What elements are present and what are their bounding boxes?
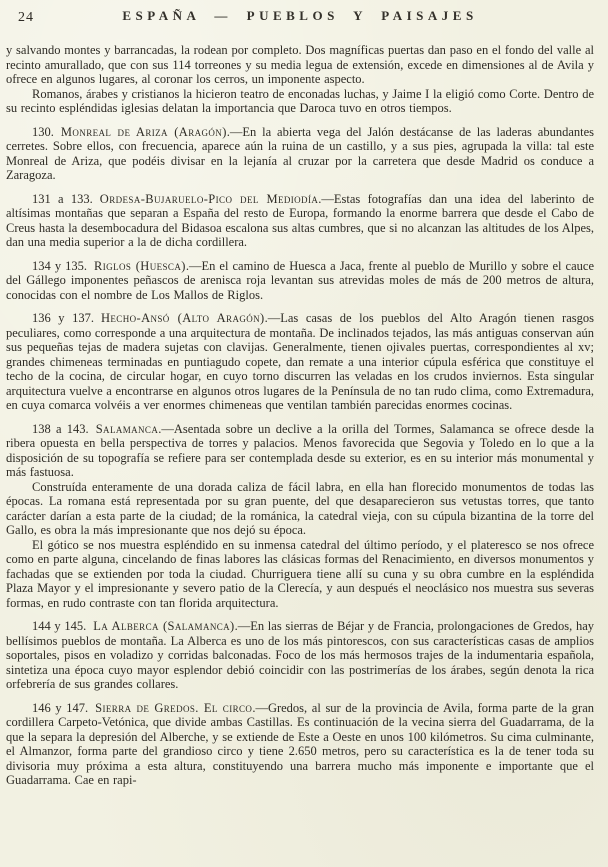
text-column [6, 43, 594, 788]
entry-text: Gredos, al sur de la provincia de Avila, forma parte de la gran cordillera Carpeto-Vetónica, que divide ambas Castillas. Es continuación de la vecina sierra del Guadarrama, de la que la separa la depresión del Alberche, y se extiende de Este a Oeste en unos 100 kilómetros. Su cima culminante, el Almanzor, forma parte del grandioso circo y tiene 2.650 metros, pero su característica es la de tener toda su divisoria muy próxima a esta altura, constituyendo una barrera mucho más imponente e importante que el Guadarrama. Cae en rapi- [6, 700, 594, 787]
entry-separator: .— [158, 421, 174, 436]
entry-title: Salamanca [95, 421, 159, 436]
entry-text: Asentada sobre un declive a la orilla del Tormes, Salamanca se ofrece desde la ribera opuesta en bella perspectiva de torres y palacios. Menos favorecida que Segovia y Toledo en lo que a la disposición de su topografía se refiere para ser contemplada desde su exterior, es en su interior más monumental y más fastuosa. [6, 421, 594, 479]
entry-separator: .— [234, 619, 251, 633]
catalog-entry-136-137 [6, 311, 594, 413]
entry-text: Estas fotografías dan una idea del laberinto de altísimas montañas que separan a España del resto de Europa, formando la enorme barrera que desde el Cabo de Creus hasta la desembocadura del Bidasoa escalona sus altas cumbres, que si no alcanzan las altitudes de los Alpes, dan una media superior a la de dicha cordillera. [6, 191, 594, 249]
page-number: 24 [18, 10, 34, 25]
paragraph [6, 87, 594, 116]
page-title: ESPAÑA — PUEBLOS Y PAISAJES [122, 8, 478, 23]
entry-title: Monreal de Ariza (Aragón) [60, 124, 227, 139]
entry-separator: .— [252, 700, 268, 715]
entry-separator: .— [264, 311, 281, 325]
catalog-entry-131-133 [6, 192, 594, 250]
entry-number: 130. [32, 124, 54, 139]
entry-title: Hecho-Ansó (Alto Aragón) [100, 311, 265, 325]
catalog-entry-138-143 [6, 422, 594, 480]
entry-separator: .— [185, 258, 202, 273]
paragraph-text: Construída enteramente de una dorada caliza de fácil labra, en ella han florecido monumentos de todas las épocas. La romana está representada por su gran puente, del que desaparecieron sus vetustas torres, que tanto carácter darían a esta parte de la ciudad; de la románica, la catedral vieja, con su cúpula bizantina de la torre del Gallo, es obra la más impresionante que nos dejó su época. [6, 479, 594, 537]
paragraph-text: El gótico se nos muestra espléndido en su inmensa catedral del último período, y el plateresco se nos ofrece como en parte alguna, cincelando de finas labores las clásicas formas del Renacimiento, en diversos monumentos y fachadas que se extienden por toda la ciudad. Churriguera tiene allí su cuna y su obra cumbre en la espléndida Plaza Mayor y el impresionante y severo patio de la Clerecía, y aun después el neoclásico nos muestra sus severas formas, en rudo contraste con tan florida arquitectura. [6, 537, 594, 610]
paragraph-continuation [6, 43, 594, 87]
paragraph [6, 538, 594, 611]
entry-title: Sierra de Gredos. El circo [95, 700, 253, 715]
paragraph-text: y salvando montes y barrancadas, la rodean por completo. Dos magníficas puertas dan paso en el fondo del valle al recinto amurallado, que con sus 114 torreones y su media legua de extensión, excede en dimensiones al de Avila y ofrece en algunos lugares, al coronar los cerros, un imponente aspecto. [6, 43, 594, 86]
entry-text: En las sierras de Béjar y de Francia, prolongaciones de Gredos, hay bellísimos pueblos de montaña. La Alberca es uno de los más pintorescos, con sus características casas de amplios soportales, pisos en voladizo y corridas balconadas. Foco de los más hermosos trajes de la indumentaria española, sintetiza una época cuyo mayor esplendor debió coincidir con las postrimerías de los árabes, según denota la rica orfebrería de sus grandes collares. [6, 619, 594, 691]
page-header [6, 8, 594, 28]
catalog-entry-134-135 [6, 259, 594, 303]
paragraph-text: Romanos, árabes y cristianos la hicieron teatro de enconadas luchas, y Jaime I la eligió como Corte. Dentro de su recinto espléndidas iglesias delatan la importancia que Daroca tuvo en otros tiempos. [6, 86, 594, 115]
paragraph [6, 480, 594, 538]
catalog-entry-146-147 [6, 701, 594, 788]
entry-number: 134 y 135. [32, 258, 88, 273]
catalog-entry-144-145 [6, 619, 594, 692]
entry-text: Las casas de los pueblos del Alto Aragón tienen rasgos peculiares, como corresponde a una arquitectura de montaña. De inclinados tejados, las más antiguas conservan aún sus pequeñas tejas de madera sujetas con clavijas. Generalmente, tienen ojivales puertas, correspondientes al xv; grandes chimeneas terminadas en puntiagudo copete, dan remate a una interior cúpula esférica que constituye el techo de la cocina, de circular hogar, en cuyo torno discurren las veladas en los crudos inviernos. Esta singular arquitectura vuelve a encontrarse en algunos otros lugares de la Península de no tan rudo clima, como Extremadura, en cuya comarca volvéis a ver enormes chimeneas que ventilan también parecidas enormes cocinas. [6, 311, 594, 412]
entry-title: Ordesa-Bujaruelo-Pico del Mediodía [99, 191, 319, 206]
entry-number: 136 y 137. [32, 311, 94, 325]
entry-number: 131 a 133. [32, 191, 93, 206]
entry-text: En el camino de Huesca a Jaca, frente al pueblo de Murillo y sobre el cauce del Gállego imponentes peñascos de arenisca roja levantan sus atrevidas moles de más de 200 metros de altura, conocidas con el nombre de Los Mallos de Riglos. [6, 258, 595, 302]
entry-number: 144 y 145. [32, 619, 87, 633]
entry-number: 146 y 147. [32, 700, 89, 715]
entry-separator: .— [318, 191, 334, 206]
entry-number: 138 a 143. [32, 421, 89, 436]
entry-separator: .— [226, 124, 243, 139]
entry-title: Riglos (Huesca) [94, 258, 186, 273]
entry-text: En la abierta vega del Jalón destácanse de las laderas abundantes cerretes. Sobre ellos, con frecuencia, aparece aún la ruina de un castillo, y a sus pies, agrupada la villa: tal este Monreal de Ariza, que podéis divisar en la lejanía al cruzar por la carretera que desde Madrid os conduce a Zaragoza. [6, 124, 594, 182]
catalog-entry-130 [6, 125, 594, 183]
entry-title: La Alberca (Salamanca) [93, 619, 235, 633]
